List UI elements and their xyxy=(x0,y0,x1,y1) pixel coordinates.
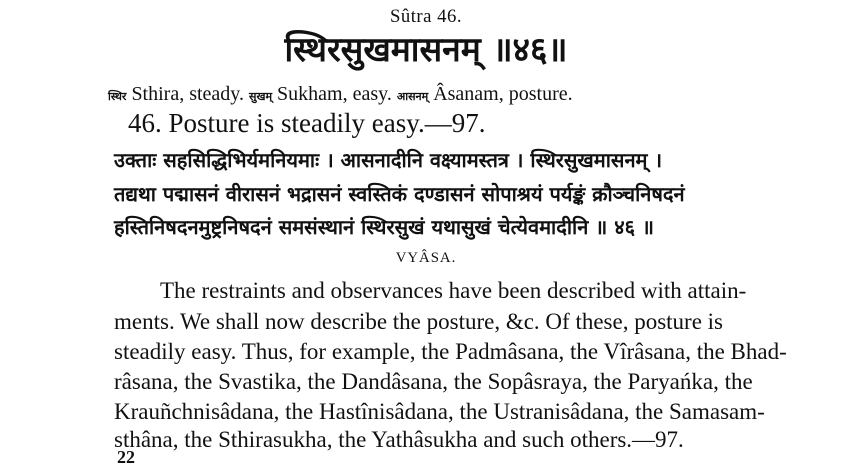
commentary-line: râsana, the Svastika, the Dandâsana, the Sopâsraya, the Paryańka, the xyxy=(114,369,753,394)
commentary-line: sthâna, the Sthirasukha, the Yathâsukha and such others.—97. xyxy=(114,427,684,452)
vyasa-heading: VYÂSA. xyxy=(395,250,457,266)
gloss-word-3-devanagari: आसनम् xyxy=(396,90,429,103)
gloss-word-2-english: Sukham, easy. xyxy=(272,83,397,105)
sanskrit-commentary-line: तद्यथा पद्मासनं वीरासनं भद्रासनं स्वस्तिकं दण्डासनं सोपाश्रयं पर्यङ्कं क्रौञ्चनिषदनं xyxy=(114,182,685,206)
commentary-line: steadily easy. Thus, for example, the Padmâsana, the Vîrâsana, the Bhad- xyxy=(114,339,787,364)
gloss-word-1-english: Sthira, steady. xyxy=(126,83,250,105)
commentary-line: The restraints and observances have been described with attain- xyxy=(160,278,747,303)
commentary-line: ments. We shall now describe the posture, &c. Of these, posture is xyxy=(114,309,724,334)
gloss-word-3-english: Âsanam, posture. xyxy=(428,83,573,105)
page-number: 22 xyxy=(117,447,135,467)
gloss-word-2-devanagari: सुखम् xyxy=(249,90,273,103)
sutra-title-devanagari: स्थिरसुखमासनम् ॥४६॥ xyxy=(284,30,568,70)
commentary-line: Krauñchnisâdana, the Hastînisâdana, the Ustranisâdana, the Samasam- xyxy=(114,399,765,424)
sutra-heading: Sûtra 46. xyxy=(389,6,463,27)
sanskrit-commentary-line: उक्ताः सहसिद्धिभिर्यमनियमाः । आसनादीनि वक्ष्यामस्तत्र । स्थिरसुखमासनम् । xyxy=(114,148,663,172)
sutra-translation: 46. Posture is steadily easy.—97. xyxy=(128,108,486,138)
gloss-word-1-devanagari: स्थिर xyxy=(108,90,127,103)
word-gloss xyxy=(108,83,573,106)
sanskrit-commentary-line: हस्तिनिषदनमुष्ट्रनिषदनं समसंस्थानं स्थिरसुखं यथासुखं चेत्येवमादीनि ॥ ४६ ॥ xyxy=(114,215,654,239)
